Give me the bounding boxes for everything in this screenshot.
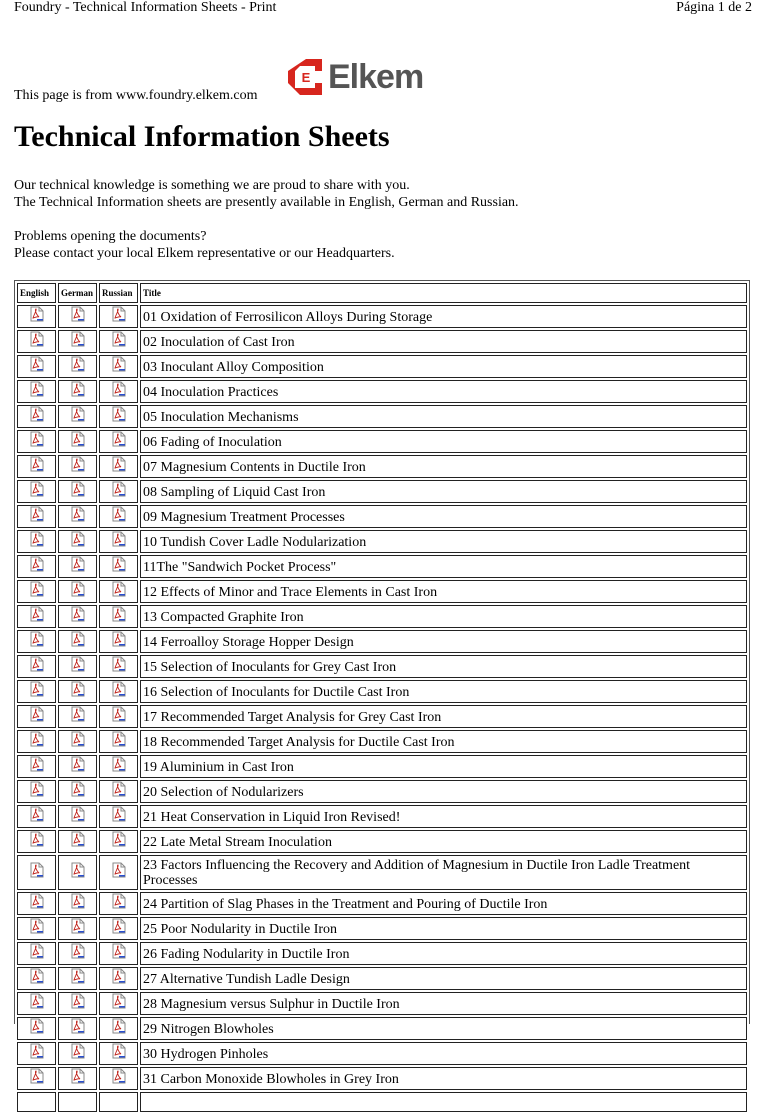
print-header xyxy=(14,0,752,20)
table-row xyxy=(17,942,747,965)
table-row xyxy=(17,555,747,578)
pdf-document-icon[interactable] xyxy=(28,631,46,652)
cell-german xyxy=(58,455,97,478)
cell-english xyxy=(17,355,56,378)
cell-russian xyxy=(99,480,138,503)
document-title: 27 Alternative Tundish Ladle Design xyxy=(140,967,747,990)
cell-english xyxy=(17,855,56,890)
cell-german xyxy=(58,630,97,653)
pdf-document-icon[interactable] xyxy=(28,968,46,989)
cell-german xyxy=(58,580,97,603)
document-title: 06 Fading of Inoculation xyxy=(140,430,747,453)
cell-english xyxy=(17,892,56,915)
cell-russian xyxy=(99,380,138,403)
table-row xyxy=(17,1092,747,1112)
pdf-document-icon[interactable] xyxy=(110,706,128,727)
pdf-document-icon[interactable] xyxy=(110,1043,128,1064)
cell-russian xyxy=(99,605,138,628)
intro-line-1: Our technical knowledge is something we are proud to share with you. xyxy=(14,178,410,193)
pdf-document-icon[interactable] xyxy=(28,756,46,777)
cell-russian xyxy=(99,705,138,728)
table-header-row xyxy=(17,283,747,303)
cell-english xyxy=(17,580,56,603)
source-note: This page is from www.foundry.elkem.com xyxy=(14,88,258,103)
cell-russian xyxy=(99,555,138,578)
pdf-document-icon[interactable] xyxy=(110,681,128,702)
page-title: Technical Information Sheets xyxy=(14,120,390,153)
cell-german xyxy=(58,655,97,678)
cell-english xyxy=(17,1067,56,1090)
pdf-document-icon[interactable] xyxy=(28,781,46,802)
pdf-document-icon[interactable] xyxy=(69,831,87,852)
elkem-logo[interactable] xyxy=(286,57,423,97)
table-row xyxy=(17,480,747,503)
pdf-document-icon[interactable] xyxy=(110,506,128,527)
cell-german xyxy=(58,1042,97,1065)
document-title: 24 Partition of Slag Phases in the Treatment and Pouring of Ductile Iron xyxy=(140,892,747,915)
page-number: Página 1 de 2 xyxy=(676,0,752,15)
pdf-document-icon[interactable] xyxy=(69,431,87,452)
cell-english xyxy=(17,380,56,403)
cell-german xyxy=(58,680,97,703)
pdf-document-icon[interactable] xyxy=(69,706,87,727)
pdf-document-icon[interactable] xyxy=(110,943,128,964)
column-header-russian: Russian xyxy=(99,283,138,303)
pdf-document-icon[interactable] xyxy=(110,356,128,377)
document-title: 02 Inoculation of Cast Iron xyxy=(140,330,747,353)
cell-russian xyxy=(99,1067,138,1090)
document-title: 09 Magnesium Treatment Processes xyxy=(140,505,747,528)
pdf-document-icon[interactable] xyxy=(28,606,46,627)
pdf-document-icon[interactable] xyxy=(110,1068,128,1089)
pdf-document-icon[interactable] xyxy=(69,631,87,652)
cell-german xyxy=(58,505,97,528)
pdf-document-icon[interactable] xyxy=(69,581,87,602)
pdf-document-icon[interactable] xyxy=(110,306,128,327)
table-row xyxy=(17,505,747,528)
cell-german xyxy=(58,967,97,990)
document-title: 18 Recommended Target Analysis for Ductile Cast Iron xyxy=(140,730,747,753)
table-row xyxy=(17,655,747,678)
cell-german xyxy=(58,480,97,503)
cell-german xyxy=(58,805,97,828)
pdf-document-icon[interactable] xyxy=(110,968,128,989)
pdf-document-icon[interactable] xyxy=(110,806,128,827)
cell-english xyxy=(17,555,56,578)
cell-russian xyxy=(99,967,138,990)
table-row xyxy=(17,305,747,328)
cell-english xyxy=(17,917,56,940)
cell-english xyxy=(17,305,56,328)
pdf-document-icon[interactable] xyxy=(69,606,87,627)
document-title: 31 Carbon Monoxide Blowholes in Grey Iron xyxy=(140,1067,747,1090)
cell-english xyxy=(17,1017,56,1040)
pdf-document-icon[interactable] xyxy=(28,831,46,852)
pdf-document-icon[interactable] xyxy=(110,993,128,1014)
pdf-document-icon[interactable] xyxy=(28,681,46,702)
pdf-document-icon[interactable] xyxy=(69,381,87,402)
cell-russian xyxy=(99,505,138,528)
pdf-document-icon[interactable] xyxy=(110,556,128,577)
pdf-document-icon[interactable] xyxy=(69,993,87,1014)
cell-english xyxy=(17,530,56,553)
intro-line-3: Problems opening the documents? xyxy=(14,229,207,244)
cell-english xyxy=(17,730,56,753)
cell-russian xyxy=(99,942,138,965)
table-row xyxy=(17,580,747,603)
pdf-document-icon[interactable] xyxy=(69,406,87,427)
cell-german xyxy=(58,1092,97,1112)
table-row xyxy=(17,680,747,703)
pdf-document-icon[interactable] xyxy=(28,1018,46,1039)
cell-german xyxy=(58,755,97,778)
cell-russian xyxy=(99,730,138,753)
pdf-document-icon[interactable] xyxy=(69,331,87,352)
pdf-document-icon[interactable] xyxy=(28,918,46,939)
cell-english xyxy=(17,655,56,678)
table-row xyxy=(17,1042,747,1065)
document-title: 20 Selection of Nodularizers xyxy=(140,780,747,803)
pdf-document-icon[interactable] xyxy=(69,1043,87,1064)
table-row xyxy=(17,892,747,915)
pdf-document-icon[interactable] xyxy=(28,381,46,402)
cell-russian xyxy=(99,805,138,828)
cell-english xyxy=(17,1042,56,1065)
cell-russian xyxy=(99,830,138,853)
pdf-document-icon[interactable] xyxy=(69,506,87,527)
document-title: 15 Selection of Inoculants for Grey Cast Iron xyxy=(140,655,747,678)
cell-english xyxy=(17,942,56,965)
cell-russian xyxy=(99,530,138,553)
pdf-document-icon[interactable] xyxy=(69,756,87,777)
pdf-document-icon[interactable] xyxy=(69,781,87,802)
cell-russian xyxy=(99,455,138,478)
cell-english xyxy=(17,780,56,803)
pdf-document-icon[interactable] xyxy=(28,993,46,1014)
document-title: 12 Effects of Minor and Trace Elements in Cast Iron xyxy=(140,580,747,603)
cell-german xyxy=(58,1067,97,1090)
pdf-document-icon[interactable] xyxy=(69,306,87,327)
cell-german xyxy=(58,705,97,728)
cell-russian xyxy=(99,655,138,678)
pdf-document-icon[interactable] xyxy=(28,581,46,602)
intro-line-4: Please contact your local Elkem representative or our Headquarters. xyxy=(14,246,395,261)
cell-english xyxy=(17,430,56,453)
intro-paragraph-2 xyxy=(14,228,519,262)
pdf-document-icon[interactable] xyxy=(28,531,46,552)
cell-german xyxy=(58,355,97,378)
cell-russian xyxy=(99,330,138,353)
table-row xyxy=(17,605,747,628)
cell-english xyxy=(17,705,56,728)
cell-german xyxy=(58,380,97,403)
document-title: 29 Nitrogen Blowholes xyxy=(140,1017,747,1040)
intro-line-2: The Technical Information sheets are presently available in English, German and Russian. xyxy=(14,195,519,210)
table-row xyxy=(17,855,747,890)
document-title: 01 Oxidation of Ferrosilicon Alloys During Storage xyxy=(140,305,747,328)
pdf-document-icon[interactable] xyxy=(69,731,87,752)
cell-english xyxy=(17,330,56,353)
table-row xyxy=(17,455,747,478)
cell-russian xyxy=(99,780,138,803)
document-title: 08 Sampling of Liquid Cast Iron xyxy=(140,480,747,503)
document-title xyxy=(140,1092,747,1112)
cell-russian xyxy=(99,1092,138,1112)
pdf-document-icon[interactable] xyxy=(110,918,128,939)
cell-german xyxy=(58,530,97,553)
pdf-document-icon[interactable] xyxy=(28,406,46,427)
cell-english xyxy=(17,992,56,1015)
table-row xyxy=(17,380,747,403)
pdf-document-icon[interactable] xyxy=(110,893,128,914)
pdf-document-icon[interactable] xyxy=(28,556,46,577)
table-row xyxy=(17,755,747,778)
table-row xyxy=(17,355,747,378)
cell-english xyxy=(17,455,56,478)
pdf-document-icon[interactable] xyxy=(28,1043,46,1064)
table-row xyxy=(17,992,747,1015)
document-title: 13 Compacted Graphite Iron xyxy=(140,605,747,628)
pdf-document-icon[interactable] xyxy=(110,431,128,452)
pdf-document-icon[interactable] xyxy=(69,681,87,702)
column-header-german: German xyxy=(58,283,97,303)
pdf-document-icon[interactable] xyxy=(69,481,87,502)
document-title: 23 Factors Influencing the Recovery and Addition of Magnesium in Ductile Iron Ladle Treatment Processes xyxy=(140,855,747,890)
table-row xyxy=(17,830,747,853)
cell-german xyxy=(58,855,97,890)
pdf-document-icon[interactable] xyxy=(69,943,87,964)
pdf-document-icon[interactable] xyxy=(28,656,46,677)
table-row xyxy=(17,917,747,940)
pdf-document-icon[interactable] xyxy=(110,781,128,802)
cell-russian xyxy=(99,405,138,428)
table-row xyxy=(17,705,747,728)
pdf-document-icon[interactable] xyxy=(28,806,46,827)
cell-german xyxy=(58,992,97,1015)
pdf-document-icon[interactable] xyxy=(110,481,128,502)
pdf-document-icon[interactable] xyxy=(110,331,128,352)
pdf-document-icon[interactable] xyxy=(110,1018,128,1039)
document-title: 17 Recommended Target Analysis for Grey Cast Iron xyxy=(140,705,747,728)
document-title: 07 Magnesium Contents in Ductile Iron xyxy=(140,455,747,478)
cell-russian xyxy=(99,430,138,453)
cell-german xyxy=(58,305,97,328)
cell-german xyxy=(58,430,97,453)
document-title: 19 Aluminium in Cast Iron xyxy=(140,755,747,778)
pdf-document-icon[interactable] xyxy=(110,531,128,552)
table-row xyxy=(17,405,747,428)
pdf-document-icon[interactable] xyxy=(69,1068,87,1089)
document-title: 22 Late Metal Stream Inoculation xyxy=(140,830,747,853)
cell-german xyxy=(58,405,97,428)
pdf-document-icon[interactable] xyxy=(28,1068,46,1089)
pdf-document-icon[interactable] xyxy=(110,756,128,777)
document-title: 10 Tundish Cover Ladle Nodularization xyxy=(140,530,747,553)
document-title: 11The "Sandwich Pocket Process" xyxy=(140,555,747,578)
cell-german xyxy=(58,330,97,353)
cell-english xyxy=(17,805,56,828)
pdf-document-icon[interactable] xyxy=(28,862,46,883)
cell-russian xyxy=(99,992,138,1015)
cell-german xyxy=(58,892,97,915)
pdf-document-icon[interactable] xyxy=(28,331,46,352)
pdf-document-icon[interactable] xyxy=(69,893,87,914)
cell-english xyxy=(17,480,56,503)
pdf-document-icon[interactable] xyxy=(110,456,128,477)
pdf-document-icon[interactable] xyxy=(110,406,128,427)
table-row xyxy=(17,805,747,828)
cell-german xyxy=(58,605,97,628)
document-title: 05 Inoculation Mechanisms xyxy=(140,405,747,428)
document-title: 28 Magnesium versus Sulphur in Ductile Iron xyxy=(140,992,747,1015)
documents-table xyxy=(14,280,750,1087)
cell-english xyxy=(17,830,56,853)
cell-russian xyxy=(99,755,138,778)
pdf-document-icon[interactable] xyxy=(28,506,46,527)
pdf-document-icon[interactable] xyxy=(110,656,128,677)
cell-english xyxy=(17,505,56,528)
document-title: 16 Selection of Inoculants for Ductile Cast Iron xyxy=(140,680,747,703)
table-row xyxy=(17,1017,747,1040)
pdf-document-icon[interactable] xyxy=(69,806,87,827)
cell-german xyxy=(58,1017,97,1040)
cell-german xyxy=(58,730,97,753)
pdf-document-icon[interactable] xyxy=(69,862,87,883)
cell-english xyxy=(17,967,56,990)
pdf-document-icon[interactable] xyxy=(28,481,46,502)
document-title: 04 Inoculation Practices xyxy=(140,380,747,403)
cell-german xyxy=(58,555,97,578)
cell-russian xyxy=(99,355,138,378)
table-row xyxy=(17,1067,747,1090)
cell-english xyxy=(17,1092,56,1112)
pdf-document-icon[interactable] xyxy=(28,731,46,752)
cell-german xyxy=(58,830,97,853)
pdf-document-icon[interactable] xyxy=(110,581,128,602)
cell-german xyxy=(58,917,97,940)
cell-german xyxy=(58,780,97,803)
cell-english xyxy=(17,630,56,653)
pdf-document-icon[interactable] xyxy=(110,381,128,402)
pdf-document-icon[interactable] xyxy=(110,731,128,752)
table-row xyxy=(17,330,747,353)
cell-russian xyxy=(99,1042,138,1065)
pdf-document-icon[interactable] xyxy=(69,456,87,477)
document-title: 21 Heat Conservation in Liquid Iron Revised! xyxy=(140,805,747,828)
svg-text:E: E xyxy=(301,70,311,85)
document-title: 26 Fading Nodularity in Ductile Iron xyxy=(140,942,747,965)
pdf-document-icon[interactable] xyxy=(69,531,87,552)
elkem-logo-mark-icon xyxy=(286,57,326,97)
cell-russian xyxy=(99,855,138,890)
pdf-document-icon[interactable] xyxy=(110,831,128,852)
table-row xyxy=(17,530,747,553)
document-title: 14 Ferroalloy Storage Hopper Design xyxy=(140,630,747,653)
cell-english xyxy=(17,605,56,628)
pdf-document-icon[interactable] xyxy=(28,431,46,452)
pdf-document-icon[interactable] xyxy=(69,918,87,939)
pdf-document-icon[interactable] xyxy=(69,1018,87,1039)
cell-russian xyxy=(99,1017,138,1040)
table-row xyxy=(17,430,747,453)
pdf-document-icon[interactable] xyxy=(28,306,46,327)
cell-russian xyxy=(99,580,138,603)
cell-russian xyxy=(99,917,138,940)
pdf-document-icon[interactable] xyxy=(28,893,46,914)
table-row xyxy=(17,730,747,753)
pdf-document-icon[interactable] xyxy=(69,356,87,377)
document-title: 03 Inoculant Alloy Composition xyxy=(140,355,747,378)
cell-russian xyxy=(99,630,138,653)
pdf-document-icon[interactable] xyxy=(110,606,128,627)
table-row xyxy=(17,967,747,990)
pdf-document-icon[interactable] xyxy=(69,656,87,677)
cell-english xyxy=(17,755,56,778)
cell-english xyxy=(17,405,56,428)
cell-russian xyxy=(99,892,138,915)
print-header-title: Foundry - Technical Information Sheets - Print xyxy=(14,0,277,15)
cell-english xyxy=(17,680,56,703)
document-title: 25 Poor Nodularity in Ductile Iron xyxy=(140,917,747,940)
cell-russian xyxy=(99,680,138,703)
pdf-document-icon[interactable] xyxy=(28,943,46,964)
elkem-logo-word: Elkem xyxy=(328,57,424,96)
cell-german xyxy=(58,942,97,965)
pdf-document-icon[interactable] xyxy=(28,356,46,377)
pdf-document-icon[interactable] xyxy=(110,862,128,883)
pdf-document-icon[interactable] xyxy=(28,456,46,477)
pdf-document-icon[interactable] xyxy=(110,631,128,652)
table-row xyxy=(17,780,747,803)
table-row xyxy=(17,630,747,653)
document-title: 30 Hydrogen Pinholes xyxy=(140,1042,747,1065)
pdf-document-icon[interactable] xyxy=(69,556,87,577)
pdf-document-icon[interactable] xyxy=(28,706,46,727)
column-header-title: Title xyxy=(140,283,747,303)
intro-paragraph-1 xyxy=(14,177,519,211)
column-header-english: English xyxy=(17,283,56,303)
pdf-document-icon[interactable] xyxy=(69,968,87,989)
intro-text xyxy=(14,177,519,279)
cell-russian xyxy=(99,305,138,328)
